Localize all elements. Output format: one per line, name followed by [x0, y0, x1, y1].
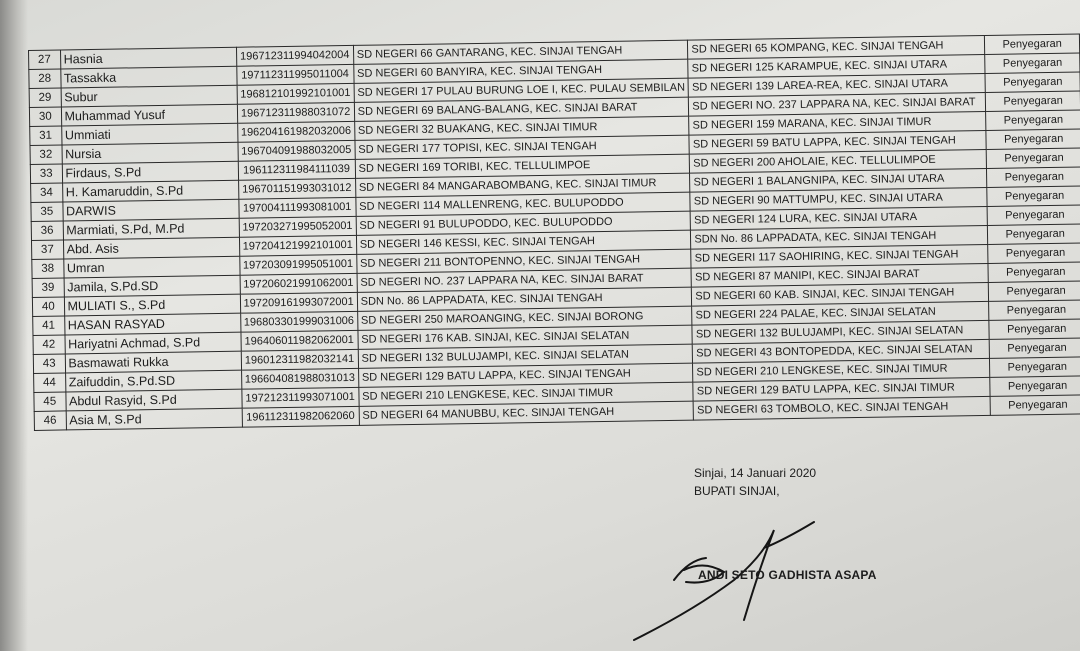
remark: Penyegaran: [987, 148, 1080, 168]
row-number: 39: [32, 278, 64, 297]
destination-school: SD NEGERI 87 MANIPI, KEC. SINJAI BARAT: [691, 263, 988, 287]
employee-name: Tassakka: [60, 66, 236, 88]
employee-nip: 197203091995051001: [239, 254, 356, 275]
employee-nip: 196812101992101001: [237, 83, 354, 104]
employee-nip: 196604081988031013: [241, 368, 358, 389]
employee-name: HASAN RASYAD: [64, 313, 240, 335]
destination-school: SD NEGERI 159 MARANA, KEC. SINJAI TIMUR: [689, 111, 986, 135]
row-number: 31: [30, 126, 62, 145]
employee-nip: 196112311982062060: [242, 406, 359, 427]
remark: Penyegaran: [990, 395, 1080, 415]
employee-name: Umran: [63, 256, 239, 278]
employee-nip: 196704091988032005: [238, 140, 355, 161]
employee-name: Hariyatni Achmad, S.Pd: [65, 332, 241, 354]
row-number: 43: [33, 354, 65, 373]
destination-school: SD NEGERI 65 KOMPANG, KEC. SINJAI TENGAH: [688, 35, 985, 59]
employee-name: H. Kamaruddin, S.Pd: [62, 180, 238, 202]
remark: Penyegaran: [988, 262, 1080, 282]
employee-name: Firdaus, S.Pd: [62, 161, 238, 183]
row-number: 28: [29, 69, 61, 88]
employee-name: MULIATI S., S.Pd: [64, 294, 240, 316]
remark: Penyegaran: [986, 110, 1080, 130]
origin-school: SD NEGERI 146 KESSI, KEC. SINJAI TENGAH: [356, 230, 691, 254]
remark: Penyegaran: [990, 338, 1080, 358]
transfer-table-body: [29, 34, 1080, 430]
origin-school: SDN No. 86 LAPPADATA, KEC. SINJAI TENGAH: [357, 287, 692, 311]
row-number: 40: [32, 297, 64, 316]
row-number: 29: [29, 88, 61, 107]
document-page: [14, 0, 1080, 651]
destination-school: SD NEGERI 60 KAB. SINJAI, KEC. SINJAI TENGAH: [692, 282, 989, 306]
destination-school: SD NEGERI 125 KARAMPUE, KEC. SINJAI UTARA: [688, 54, 985, 78]
employee-name: Nursia: [62, 142, 238, 164]
employee-nip: 197209161993072001: [240, 292, 357, 313]
remark: Penyegaran: [985, 34, 1080, 54]
signature-block: [694, 464, 816, 500]
destination-school: SD NEGERI 200 AHOLAIE, KEC. TELLULIMPOE: [690, 149, 987, 173]
origin-school: SD NEGERI 69 BALANG-BALANG, KEC. SINJAI BARAT: [354, 97, 689, 121]
employee-name: Subur: [61, 85, 237, 107]
employee-nip: 197206021991062001: [240, 273, 357, 294]
destination-school: SD NEGERI 132 BULUJAMPI, KEC. SINJAI SELATAN: [692, 320, 989, 344]
destination-school: SD NEGERI 90 MATTUMPU, KEC. SINJAI UTARA: [690, 187, 987, 211]
remark: Penyegaran: [986, 129, 1080, 149]
destination-school: SD NEGERI 1 BALANGNIPA, KEC. SINJAI UTARA: [690, 168, 987, 192]
employee-nip: 197203271995052001: [239, 216, 356, 237]
remark: Penyegaran: [985, 72, 1080, 92]
remark: Penyegaran: [987, 205, 1080, 225]
destination-school: SD NEGERI 63 TOMBOLO, KEC. SINJAI TENGAH: [693, 396, 990, 420]
row-number: 46: [34, 411, 66, 430]
destination-school: SD NEGERI 129 BATU LAPPA, KEC. SINJAI TIMUR: [693, 377, 990, 401]
origin-school: SD NEGERI 32 BUAKANG, KEC. SINJAI TIMUR: [354, 116, 689, 140]
origin-school: SD NEGERI 91 BULUPODDO, KEC. BULUPODDO: [356, 211, 691, 235]
destination-school: SD NEGERI 117 SAOHIRING, KEC. SINJAI TENGAH: [691, 244, 988, 268]
transfer-table: [28, 33, 1080, 430]
employee-name: Zaifuddin, S.Pd.SD: [65, 370, 241, 392]
place-date: Sinjai, 14 Januari 2020: [694, 466, 817, 480]
remark: Penyegaran: [986, 91, 1080, 111]
employee-name: Basmawati Rukka: [65, 351, 241, 373]
destination-school: SD NEGERI 43 BONTOPEDDA, KEC. SINJAI SELATAN: [693, 339, 990, 363]
destination-school: SD NEGERI 59 BATU LAPPA, KEC. SINJAI TENGAH: [689, 130, 986, 154]
origin-school: SD NEGERI 84 MANGARABOMBANG, KEC. SINJAI TIMUR: [355, 173, 690, 197]
origin-school: SD NEGERI 210 LENGKESE, KEC. SINJAI TIMUR: [359, 382, 694, 406]
employee-nip: 196112311984111039: [238, 159, 355, 180]
employee-nip: 196406011982062001: [241, 330, 358, 351]
row-number: 36: [31, 221, 63, 240]
row-number: 27: [29, 50, 61, 69]
row-number: 30: [29, 107, 61, 126]
row-number: 34: [31, 183, 63, 202]
destination-school: SD NEGERI 210 LENGKESE, KEC. SINJAI TIMUR: [693, 358, 990, 382]
employee-name: DARWIS: [62, 199, 238, 221]
origin-school: SD NEGERI 250 MAROANGING, KEC. SINJAI BORONG: [357, 306, 692, 330]
remark: Penyegaran: [990, 357, 1080, 377]
remark: Penyegaran: [988, 224, 1080, 244]
origin-school: SD NEGERI 169 TORIBI, KEC. TELLULIMPOE: [355, 154, 690, 178]
remark: Penyegaran: [987, 186, 1080, 206]
employee-name: Asia M, S.Pd: [66, 408, 242, 430]
employee-nip: 196701151993031012: [238, 178, 355, 199]
row-number: 44: [34, 373, 66, 392]
employee-nip: 196803301999031006: [240, 311, 357, 332]
row-number: 33: [30, 164, 62, 183]
employee-nip: 196712311994042004: [236, 45, 353, 66]
remark: Penyegaran: [989, 281, 1080, 301]
remark: Penyegaran: [989, 319, 1080, 339]
employee-name: Jamila, S.Pd.SD: [64, 275, 240, 297]
employee-nip: 197004111993081001: [238, 197, 355, 218]
signer-title: BUPATI SINJAI,: [694, 484, 780, 498]
employee-name: Marmiati, S.Pd, M.Pd: [63, 218, 239, 240]
employee-nip: 197112311995011004: [236, 64, 353, 85]
employee-name: Abdul Rasyid, S.Pd: [65, 389, 241, 411]
row-number: 45: [34, 392, 66, 411]
employee-nip: 196204161982032006: [237, 121, 354, 142]
origin-school: SD NEGERI 64 MANUBBU, KEC. SINJAI TENGAH: [359, 401, 694, 425]
origin-school: SD NEGERI 129 BATU LAPPA, KEC. SINJAI TENGAH: [358, 363, 693, 387]
origin-school: SD NEGERI 114 MALLENRENG, KEC. BULUPODDO: [356, 192, 691, 216]
row-number: 42: [33, 335, 65, 354]
origin-school: SD NEGERI 132 BULUJAMPI, KEC. SINJAI SELATAN: [358, 344, 693, 368]
remark: Penyegaran: [990, 376, 1080, 396]
remark: Penyegaran: [985, 53, 1080, 73]
employee-name: Hasnia: [60, 47, 236, 69]
destination-school: SD NEGERI 224 PALAE, KEC. SINJAI SELATAN: [692, 301, 989, 325]
remark: Penyegaran: [988, 243, 1080, 263]
employee-nip: 196712311988031072: [237, 102, 354, 123]
employee-nip: 197204121992101001: [239, 235, 356, 256]
employee-name: Abd. Asis: [63, 237, 239, 259]
origin-school: SD NEGERI 60 BANYIRA, KEC. SINJAI TENGAH: [353, 59, 688, 83]
origin-school: SD NEGERI 17 PULAU BURUNG LOE I, KEC. PULAU SEMBILAN: [354, 78, 689, 102]
row-number: 41: [33, 316, 65, 335]
origin-school: SD NEGERI NO. 237 LAPPARA NA, KEC. SINJAI BARAT: [357, 268, 692, 292]
destination-school: SD NEGERI NO. 237 LAPPARA NA, KEC. SINJAI BARAT: [689, 92, 986, 116]
destination-school: SD NEGERI 124 LURA, KEC. SINJAI UTARA: [690, 206, 987, 230]
origin-school: SD NEGERI 66 GANTARANG, KEC. SINJAI TENGAH: [353, 40, 688, 64]
employee-name: Muhammad Yusuf: [61, 104, 237, 126]
remark: Penyegaran: [987, 167, 1080, 187]
destination-school: SDN No. 86 LAPPADATA, KEC. SINJAI TENGAH: [691, 225, 988, 249]
row-number: 32: [30, 145, 62, 164]
row-number: 38: [32, 259, 64, 278]
employee-nip: 197212311993071001: [241, 387, 358, 408]
origin-school: SD NEGERI 176 KAB. SINJAI, KEC. SINJAI SELATAN: [358, 325, 693, 349]
origin-school: SD NEGERI 211 BONTOPENNO, KEC. SINJAI TENGAH: [356, 249, 691, 273]
employee-nip: 196012311982032141: [241, 349, 358, 370]
destination-school: SD NEGERI 139 LAREA-REA, KEC. SINJAI UTARA: [688, 73, 985, 97]
remark: Penyegaran: [989, 300, 1080, 320]
row-number: 37: [31, 240, 63, 259]
origin-school: SD NEGERI 177 TOPISI, KEC. SINJAI TENGAH: [355, 135, 690, 159]
row-number: 35: [31, 202, 63, 221]
employee-name: Ummiati: [61, 123, 237, 145]
signer-name: ANDI SETO GADHISTA ASAPA: [698, 568, 877, 582]
